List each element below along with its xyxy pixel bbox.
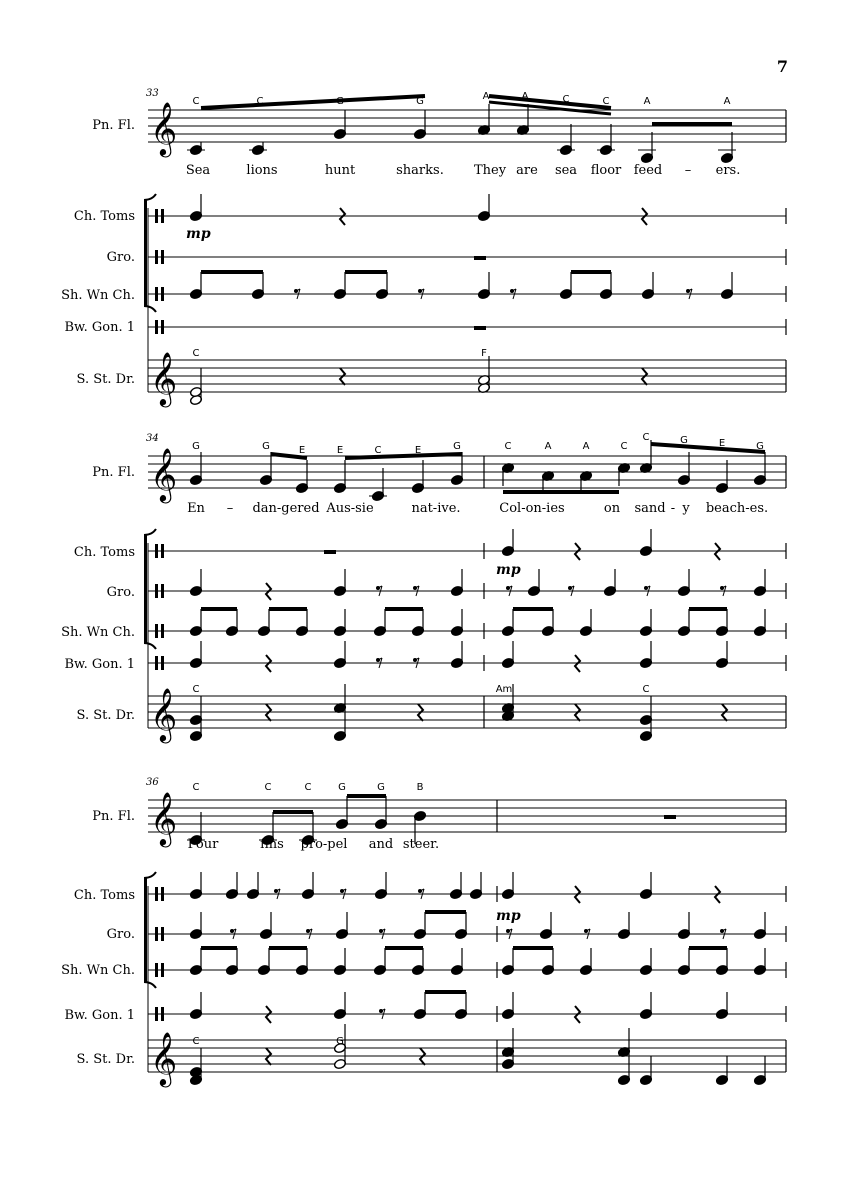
- chord-symbol: C: [562, 94, 570, 105]
- chord-symbol: C: [374, 445, 382, 456]
- beam: [489, 96, 611, 108]
- lyric-syllable: –: [226, 501, 234, 516]
- chord-symbol: C: [264, 782, 272, 793]
- lyric-syllable: Sea: [185, 163, 211, 178]
- instrument-label: Sh. Wn Ch.: [61, 288, 135, 303]
- chord-symbol: C: [642, 432, 650, 443]
- chord-symbol: C: [192, 1036, 200, 1047]
- chord-symbol: G: [453, 441, 461, 452]
- page-number: 7: [776, 57, 788, 76]
- percussion-clef-icon: [161, 1007, 164, 1021]
- lyric-syllable: fins: [260, 837, 284, 852]
- beam: [345, 454, 462, 458]
- staff-group-bracket: [144, 982, 156, 988]
- percussion-clef-icon: [161, 624, 164, 638]
- staff-group-bracket: [144, 535, 147, 643]
- lyric-syllable: and: [368, 837, 394, 852]
- percussion-clef-icon: [155, 1007, 158, 1021]
- lyric-syllable: Aus-sie: [326, 501, 374, 516]
- chord-symbol: A: [482, 91, 490, 102]
- percussion-clef-icon: [155, 963, 158, 977]
- percussion-clef-icon: [155, 927, 158, 941]
- measure-number: 33: [146, 88, 159, 99]
- score-layout: [144, 101, 786, 1087]
- staff-group-bracket: [144, 529, 156, 535]
- percussion-clef-icon: [161, 887, 164, 901]
- lyric-syllable: sea: [554, 163, 578, 178]
- lyric-syllable: steer.: [402, 837, 440, 852]
- chord-symbol: G: [377, 782, 385, 793]
- chord-symbol: G: [416, 96, 424, 107]
- chord-symbol: C: [192, 96, 200, 107]
- beam: [201, 96, 425, 108]
- lyric-syllable: lions: [246, 163, 278, 178]
- percussion-clef-icon: [155, 887, 158, 901]
- lyric-syllable: dan-gered: [252, 501, 320, 516]
- lyric-syllable: -: [670, 501, 676, 516]
- treble-clef-icon: 𝄞: [150, 447, 178, 501]
- percussion-clef-icon: [155, 287, 158, 301]
- lyric-syllable: They: [473, 163, 507, 178]
- chord-symbol: C: [504, 441, 512, 452]
- instrument-label: Pn. Fl.: [92, 118, 135, 133]
- percussion-clef-icon: [155, 544, 158, 558]
- treble-clef-icon: 𝄞: [150, 351, 178, 405]
- chord-symbol: G: [338, 782, 346, 793]
- chord-symbol: C: [602, 96, 610, 107]
- lyric-syllable: beach-es.: [705, 501, 769, 516]
- treble-clef-icon: 𝄞: [150, 1031, 178, 1085]
- percussion-clef-icon: [161, 544, 164, 558]
- lyric-syllable: Col-on-ies: [499, 501, 565, 516]
- instrument-label: Bw. Gon. 1: [64, 1008, 135, 1023]
- instrument-label: Bw. Gon. 1: [64, 320, 135, 335]
- chord-symbol: G: [192, 441, 200, 452]
- percussion-clef-icon: [161, 656, 164, 670]
- staff-group-bracket: [144, 200, 147, 306]
- chord-symbol: C: [192, 782, 200, 793]
- instrument-label: Bw. Gon. 1: [64, 657, 135, 672]
- dynamic-marking: mp: [496, 908, 521, 924]
- percussion-clef-icon: [155, 250, 158, 264]
- chord-symbol: A: [643, 96, 651, 107]
- text-layer: [61, 88, 768, 1067]
- lyric-syllable: on: [603, 501, 621, 516]
- lyric-syllable: sharks.: [396, 163, 444, 178]
- staff-group-bracket: [144, 878, 147, 982]
- instrument-label: Ch. Toms: [73, 888, 135, 903]
- lyric-syllable: En: [187, 501, 205, 516]
- instrument-label: Gro.: [106, 585, 135, 600]
- chord-symbol: C: [642, 684, 650, 695]
- treble-clef-icon: 𝄞: [150, 687, 178, 741]
- instrument-label: Ch. Toms: [73, 209, 135, 224]
- percussion-clef-icon: [161, 209, 164, 223]
- chord-symbol: C: [192, 684, 200, 695]
- whole-rest-icon: [474, 326, 486, 330]
- staff-group-bracket: [144, 643, 156, 649]
- chord-symbol: G: [336, 1036, 344, 1047]
- chord-symbol: B: [416, 782, 424, 793]
- chord-symbol: A: [521, 91, 529, 102]
- chord-symbol: F: [481, 348, 487, 359]
- whole-rest-icon: [664, 815, 676, 819]
- percussion-clef-icon: [155, 320, 158, 334]
- percussion-clef-icon: [155, 209, 158, 223]
- treble-clef-icon: 𝄞: [150, 791, 178, 845]
- chord-symbol: A: [582, 441, 590, 452]
- percussion-clef-icon: [161, 584, 164, 598]
- dynamic-marking: mp: [496, 562, 521, 578]
- lyric-syllable: sand: [634, 501, 666, 516]
- percussion-clef-icon: [155, 624, 158, 638]
- instrument-label: Gro.: [106, 250, 135, 265]
- instrument-label: Sh. Wn Ch.: [61, 625, 135, 640]
- chord-symbol: C: [192, 348, 200, 359]
- lyric-syllable: –: [684, 163, 692, 178]
- lyric-syllable: hunt: [324, 163, 356, 178]
- lyric-syllable: feed: [633, 163, 663, 178]
- staff-group-bracket: [144, 872, 156, 878]
- chord-symbol: G: [336, 96, 344, 107]
- chord-symbol: E: [414, 445, 422, 456]
- instrument-label: Ch. Toms: [73, 545, 135, 560]
- beam: [651, 444, 765, 452]
- instrument-label: Pn. Fl.: [92, 809, 135, 824]
- lyric-syllable: y: [682, 501, 690, 516]
- chord-symbol: Am: [495, 684, 513, 695]
- chord-symbol: A: [544, 441, 552, 452]
- instrument-label: S. St. Dr.: [76, 372, 135, 387]
- measure-number: 34: [146, 433, 159, 444]
- percussion-clef-icon: [161, 250, 164, 264]
- measure-number: 36: [146, 777, 159, 788]
- lyric-syllable: are: [516, 163, 538, 178]
- instrument-label: S. St. Dr.: [76, 708, 135, 723]
- instrument-label: Sh. Wn Ch.: [61, 963, 135, 978]
- staff-group-bracket: [144, 194, 156, 200]
- lyric-syllable: Four: [187, 837, 219, 852]
- percussion-clef-icon: [161, 287, 164, 301]
- chord-symbol: C: [620, 441, 628, 452]
- chord-symbol: E: [718, 438, 726, 449]
- percussion-clef-icon: [155, 584, 158, 598]
- lyric-syllable: pro-pel: [300, 837, 348, 852]
- instrument-label: S. St. Dr.: [76, 1052, 135, 1067]
- dynamic-marking: mp: [186, 226, 211, 242]
- percussion-clef-icon: [161, 320, 164, 334]
- instrument-label: Gro.: [106, 927, 135, 942]
- chord-symbol: A: [723, 96, 731, 107]
- chord-symbol: E: [298, 445, 306, 456]
- chord-symbol: G: [680, 435, 688, 446]
- lyric-syllable: nat-ive.: [411, 501, 461, 516]
- staff-group-bracket: [144, 306, 156, 312]
- percussion-clef-icon: [161, 963, 164, 977]
- lyric-syllable: ers.: [715, 163, 741, 178]
- treble-clef-icon: 𝄞: [150, 101, 178, 155]
- chord-symbol: C: [256, 96, 264, 107]
- instrument-label: Pn. Fl.: [92, 465, 135, 480]
- chord-symbol: G: [262, 441, 270, 452]
- chord-symbol: C: [304, 782, 312, 793]
- whole-rest-icon: [324, 550, 336, 554]
- percussion-clef-icon: [155, 656, 158, 670]
- chord-symbol: E: [336, 445, 344, 456]
- percussion-clef-icon: [161, 927, 164, 941]
- chord-symbol: G: [756, 441, 764, 452]
- whole-rest-icon: [474, 256, 486, 260]
- lyric-syllable: floor: [590, 163, 622, 178]
